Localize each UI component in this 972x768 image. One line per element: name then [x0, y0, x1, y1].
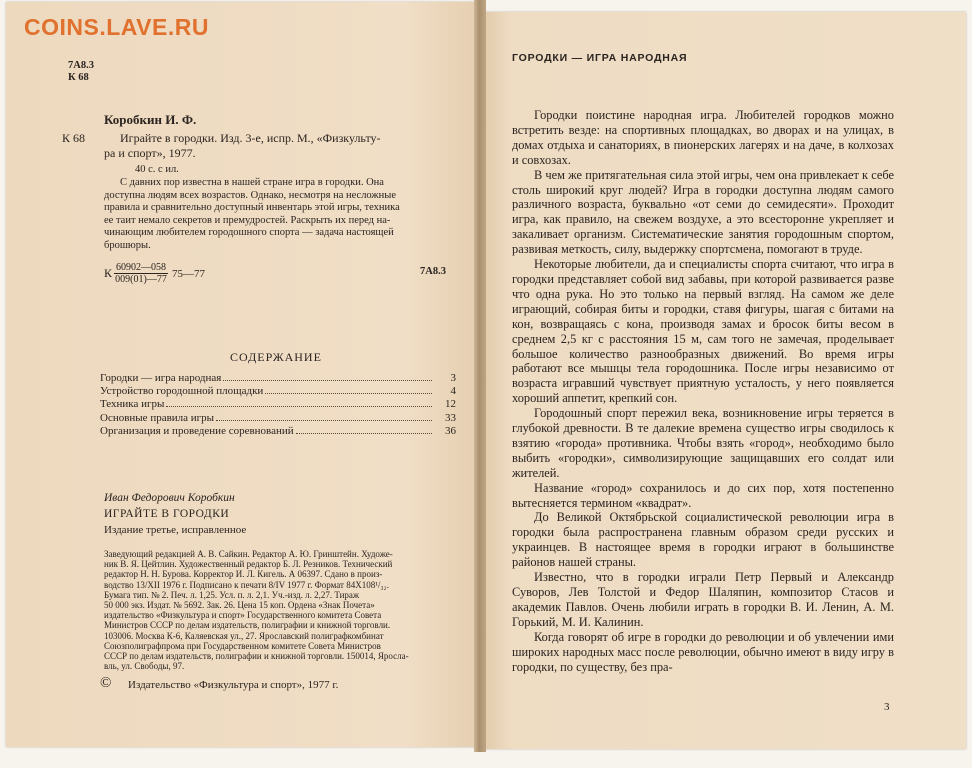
- toc-entry-title: Организация и проведение соревнований: [100, 424, 294, 437]
- toc-row[interactable]: [100, 372, 456, 385]
- annotation-line: правила и сравнительно доступный инвентарь этой игры, техника: [104, 202, 400, 214]
- table-of-contents: [100, 372, 456, 438]
- author-heading: Коробкин И. Ф.: [104, 112, 197, 127]
- imprint-line: водство 13/XII 1976 г. Подписано к печати 8/IV 1977 г. Формат 84Х108¹/₃₂.: [104, 579, 389, 590]
- page-count: 40 с. с ил.: [135, 164, 179, 175]
- paragraph: Известно, что в городки играли Петр Первый и Александр Суворов, Лев Толстой и Федор Шаляпин, композитор Стасов и академик Павлов. Очень любили играть в городки В. И. Ленин, А. М. Горький, М. И. Калинин.: [512, 570, 894, 629]
- book-gutter: [474, 0, 486, 752]
- paragraph: Городки поистине народная игра. Любителей городков можно встретить везде: на спортивных площадках, во дворах и на улицах, в домах отдыха и санаториях, в пионерских лагерях и на даче, в колхозах и совхозах.: [512, 108, 894, 167]
- watermark: COINS.LAVE.RU: [24, 14, 209, 40]
- imprint-line: Бумага тип. № 2. Печ. л. 1,25. Усл. п. л. 2,1. Уч.-изд. л. 2,27. Тираж: [104, 589, 360, 600]
- annotation: [104, 177, 450, 253]
- running-head: ГОРОДКИ — ИГРА НАРОДНАЯ: [512, 52, 688, 64]
- toc-row[interactable]: [100, 425, 456, 438]
- toc-title: СОДЕРЖАНИЕ: [230, 350, 322, 364]
- bibliographic-line-2: ра и спорт», 1977.: [104, 146, 196, 160]
- toc-leader: [296, 433, 432, 434]
- paragraph: Городошный спорт пережил века, возникновение игры теряется в глубокой древности. В те далекие времена существо игры сводилось к взятию «города» противника. Чтобы взять «город», необходимо было выбить «городки», символизирующие защищавших его солдат или жителей.: [512, 406, 894, 480]
- classification-code: 7А8.3: [68, 60, 94, 71]
- toc-row[interactable]: [100, 385, 456, 398]
- imprint-line: СССР по делам издательств, полиграфии и книжной торговли. 150014, Яросла-: [104, 651, 409, 662]
- page-number: 3: [884, 701, 890, 713]
- annotation-line: доступна людям всех возрастов. Однако, несмотря на несложные: [104, 189, 397, 201]
- toc-entry-title: Городки — игра народная: [100, 372, 222, 384]
- author-full-name: Иван Федорович Коробкин: [104, 492, 235, 504]
- imprint-line: редактор Н. Н. Бурова. Корректор И. Л. Кигель. А 06397. Сдано в произ-: [104, 569, 383, 580]
- toc-row[interactable]: [100, 398, 456, 411]
- catalog-code: К 68: [68, 72, 89, 83]
- body-text: [512, 108, 894, 674]
- toc-leader: [216, 420, 432, 421]
- imprint-line: Союзполиграфпрома при Государственном комитете Совета Министров: [104, 640, 381, 651]
- toc-entry-page: 12: [445, 398, 456, 411]
- toc-entry-page: 36: [445, 424, 456, 437]
- toc-row[interactable]: [100, 412, 456, 425]
- toc-entry-page: 3: [450, 372, 456, 384]
- index-k: К: [104, 266, 113, 280]
- index-code: 7А8.3: [420, 266, 446, 277]
- imprint-line: 50 000 экз. Издат. № 5692. Зак. 26. Цена 15 коп. Ордена «Знак Почета»: [104, 600, 375, 611]
- toc-entry-title: Техника игры: [100, 398, 165, 411]
- imprint-line: ник В. Я. Цейтлин. Художественный редактор Б. Л. Резников. Технический: [104, 559, 393, 570]
- imprint-line: вль, ул. Свободы, 97.: [104, 661, 185, 672]
- index-denominator: 009(01)—77: [115, 274, 167, 285]
- paragraph: Когда говорят об игре в городки до революции и об увлечении ими широких народных масс после революции, обычно имеют в виду игру в городки, по существу, без пра-: [512, 629, 894, 674]
- toc-entry-title: Основные правила игры: [100, 411, 215, 424]
- book-title: ИГРАЙТЕ В ГОРОДКИ: [104, 508, 230, 520]
- index-suffix: 75—77: [172, 267, 206, 280]
- toc-leader: [166, 406, 432, 407]
- toc-entry-page: 4: [450, 385, 456, 398]
- imprint-line: Заведующий редакцией А. В. Сайкин. Редактор А. Ю. Гринштейн. Художе-: [104, 549, 393, 559]
- imprint-line: Министров СССР по делам издательств, полиграфии и книжной торговли.: [104, 620, 391, 631]
- toc-entry-page: 33: [445, 411, 456, 424]
- index-numerator: 60902—058: [116, 262, 167, 273]
- annotation-line: брошюры.: [104, 239, 151, 251]
- paragraph: В чем же притягательная сила этой игры, чем она привлекает к себе столь широкий круг людей? Игра в городки доступна людям самого различного возраста, буквально «от семи до семидесяти». Проходит игра, как правило, на свежем воздухе, а это всесторонне укрепляет и закаливает организм. Систематические занятия городошным спортом, развивая меткость, силу, выдержку спортсмена, помогают в труде.: [512, 167, 894, 257]
- imprint-line: издательство «Физкультура и спорт» Государственного комитета Совета: [104, 610, 382, 621]
- paragraph: До Великой Октябрьской социалистической революции игра в городки была распространена главным образом среди русских и украинцев. В настоящее время в городки играют в большинстве районов нашей страны.: [512, 510, 894, 570]
- paragraph: Некоторые любители, да и специалисты спорта считают, что игра в городки представляет собой вид забавы, при которой развивается разве что одна рука. Но это только на первый взгляд. На самом же деле играющий, собирая биты и городки, ставя фигуры, шагая с битами на кон, возвращаясь с кона, производя замах и бросок биты весом в среднем 2,5 кг с расстояния 15 м, сам того не замечая, проделывает большое количество разнообразных движений. Во время игры работают все мышцы тела городошника. После игры независимо от возраста игравший чувствует приятную усталость, у него появляется хороший аппетит, крепкий сон.: [512, 257, 894, 406]
- paragraph: Название «город» сохранилось и до сих пор, хотя постепенно вытесняется термином «квадрат».: [512, 480, 894, 510]
- annotation-line: С давних пор известна в нашей стране игра в городки. Она: [120, 177, 384, 188]
- edition-line: Издание третье, исправленное: [104, 524, 247, 536]
- catalog-k: К 68: [62, 131, 86, 145]
- publication-index: [104, 262, 205, 285]
- toc-leader: [265, 393, 432, 394]
- copyright-icon: ©: [100, 675, 112, 691]
- index-fraction: [114, 262, 168, 285]
- copyright-line: Издательство «Физкультура и спорт», 1977 г.: [128, 679, 339, 691]
- annotation-line: чинающим любителем городошного спорта — задача настоящей: [104, 227, 394, 239]
- annotation-line: ее таит немало секретов и премудростей. Раскрыть их перед на-: [104, 214, 391, 226]
- imprint-line: 103006. Москва К-6, Каляевская ул., 27. Ярославский полиграфкомбинат: [104, 630, 384, 641]
- toc-leader: [223, 380, 432, 381]
- toc-entry-title: Устройство городошной площадки: [100, 385, 264, 398]
- bibliographic-line-1: Играйте в городки. Изд. 3-е, испр. М., «Физкульту-: [120, 131, 381, 145]
- imprint-block: [104, 549, 454, 671]
